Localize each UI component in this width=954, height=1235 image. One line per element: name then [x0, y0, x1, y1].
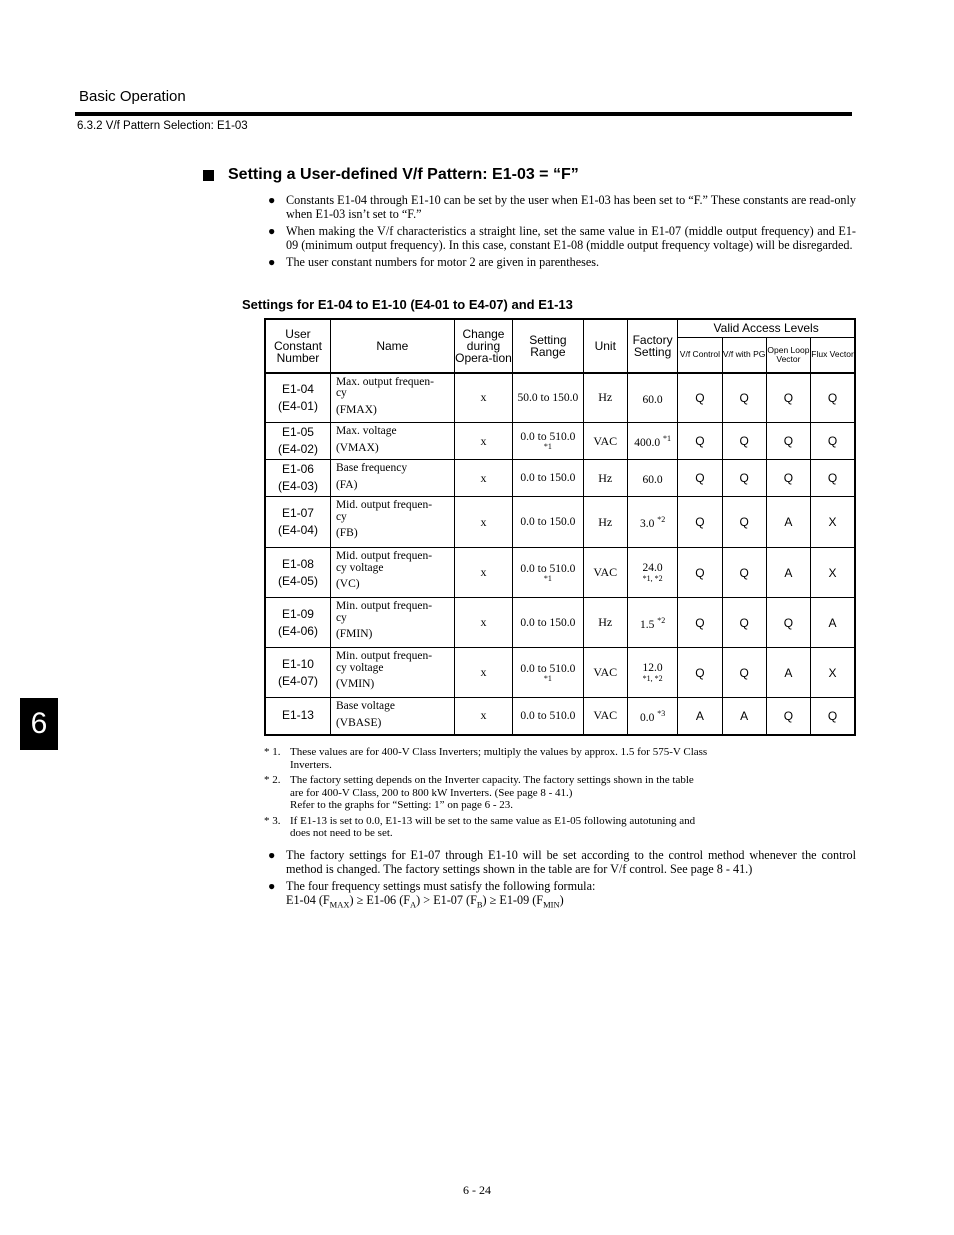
header-change-during-operation: Change during Opera-tion	[454, 319, 512, 373]
header-flux-vector: Flux Vector	[811, 337, 855, 373]
access-level-vf-cell: Q	[678, 373, 722, 423]
access-level-open-loop-cell: Q	[766, 598, 810, 648]
running-header-subtitle: 6.3.2 V/f Pattern Selection: E1-03	[77, 120, 248, 132]
access-level-flux-cell: X	[811, 497, 855, 548]
unit-cell: VAC	[583, 698, 627, 735]
bullet-dot-icon: ●	[268, 224, 276, 238]
constants-table	[264, 318, 856, 736]
constant-name-cell: Mid. output frequen- cy voltage (VC)	[330, 548, 454, 598]
list-item: ● When making the V/f characteristics a straight line, set the same value in E1-07 (middle output frequency) and E1-09 (minimum output frequency). In this case, constant E1-08 (middle output frequency voltage) will be disregarded.	[268, 224, 856, 252]
factory-setting-cell: 60.0	[627, 373, 677, 423]
access-level-flux-cell: Q	[811, 373, 855, 423]
access-level-open-loop-cell: A	[766, 548, 810, 598]
constant-number-cell: E1-10 (E4-07)	[265, 648, 330, 698]
setting-range-cell: 0.0 to 150.0	[513, 598, 583, 648]
bullet-dot-icon: ●	[268, 193, 276, 207]
access-level-open-loop-cell: A	[766, 497, 810, 548]
setting-range-cell: 0.0 to 510.0 *1	[513, 548, 583, 598]
constant-name-cell: Min. output frequen- cy voltage (VMIN)	[330, 648, 454, 698]
access-level-flux-cell: A	[811, 598, 855, 648]
access-level-vf-cell: Q	[678, 548, 722, 598]
section-title	[203, 166, 579, 184]
unit-cell: Hz	[583, 598, 627, 648]
constant-number-cell: E1-06 (E4-03)	[265, 460, 330, 497]
constant-number-cell: E1-07 (E4-04)	[265, 497, 330, 548]
factory-setting-cell: 3.0 $^{*2}$	[627, 497, 677, 548]
unit-cell: VAC	[583, 648, 627, 698]
access-level-vf-pg-cell: Q	[722, 460, 766, 497]
setting-range-cell: 0.0 to 150.0	[513, 460, 583, 497]
change-during-operation-cell: x	[454, 497, 512, 548]
unit-cell: Hz	[583, 497, 627, 548]
access-level-flux-cell: Q	[811, 460, 855, 497]
access-level-open-loop-cell: Q	[766, 423, 810, 460]
change-during-operation-cell: x	[454, 598, 512, 648]
access-level-vf-pg-cell: Q	[722, 598, 766, 648]
access-level-vf-cell: Q	[678, 497, 722, 548]
access-level-vf-cell: A	[678, 698, 722, 735]
bullet-dot-icon: ●	[268, 848, 276, 862]
header-open-loop-vector: Open Loop Vector	[766, 337, 810, 373]
list-item: ● The user constant numbers for motor 2 are given in parentheses.	[268, 255, 600, 269]
access-level-vf-pg-cell: Q	[722, 423, 766, 460]
unit-cell: VAC	[583, 423, 627, 460]
header-unit: Unit	[583, 319, 627, 373]
factory-setting-cell: 400.0 $^{*1}$	[627, 423, 677, 460]
constant-number-cell: E1-04 (E4-01)	[265, 373, 330, 423]
running-header-title: Basic Operation	[79, 88, 186, 105]
setting-range-cell: 0.0 to 510.0 *1	[513, 648, 583, 698]
footnote: * 3. If E1-13 is set to 0.0, E1-13 will be set to the same value as E1-05 following autotuning and does not need to be set.	[264, 814, 696, 839]
access-level-open-loop-cell: A	[766, 648, 810, 698]
access-level-open-loop-cell: Q	[766, 373, 810, 423]
factory-setting-cell: 0.0 $^{*3}$	[627, 698, 677, 735]
page-number: 6 - 24	[463, 1183, 491, 1197]
table-row	[265, 460, 855, 497]
frequency-formula: E1-04 $(F_{MAX}) \ge E1-06$ $(F_A) > E1-07$ $(F_B) \ge E1-09$ $(F_{MIN})$	[286, 892, 564, 909]
header-rule	[75, 112, 852, 116]
footnote: * 2. The factory setting depends on the Inverter capacity. The factory settings shown in the table are for 400-V Class, 200 to 800 kW Inverters. (See page 8 - 41.) Refer to the graphs for “Setting: 1” on page 6 - 23.	[264, 774, 694, 811]
table-row	[265, 373, 855, 423]
header-vf-with-pg: V/f with PG	[722, 337, 766, 373]
table-row	[265, 497, 855, 548]
table-row	[265, 598, 855, 648]
section-title-text: Setting a User-defined V/f Pattern: E1-03 = “F”	[228, 166, 579, 183]
change-during-operation-cell: x	[454, 698, 512, 735]
header-name: Name	[330, 319, 454, 373]
setting-range-cell: 50.0 to 150.0	[513, 373, 583, 423]
bullet-dot-icon: ●	[268, 879, 276, 893]
intro-bullet-list	[264, 194, 856, 274]
unit-cell: Hz	[583, 460, 627, 497]
header-factory-setting: Factory Setting	[627, 319, 677, 373]
bullet-dot-icon: ●	[268, 255, 276, 269]
constant-name-cell: Mid. output frequen- cy (FB)	[330, 497, 454, 548]
factory-setting-cell: 60.0	[627, 460, 677, 497]
constant-number-cell: E1-13	[265, 698, 330, 735]
table-row	[265, 548, 855, 598]
change-during-operation-cell: x	[454, 423, 512, 460]
access-level-vf-cell: Q	[678, 460, 722, 497]
constant-name-cell: Base frequency (FA)	[330, 460, 454, 497]
header-valid-access-levels: Valid Access Levels	[678, 319, 855, 337]
table-row	[265, 698, 855, 735]
constant-number-cell: E1-09 (E4-06)	[265, 598, 330, 648]
header-user-constant-number: User Constant Number	[265, 319, 330, 373]
access-level-open-loop-cell: Q	[766, 460, 810, 497]
constant-name-cell: Max. voltage (VMAX)	[330, 423, 454, 460]
setting-range-cell: 0.0 to 510.0 *1	[513, 423, 583, 460]
access-level-vf-pg-cell: Q	[722, 497, 766, 548]
table-row	[265, 423, 855, 460]
access-level-vf-pg-cell: A	[722, 698, 766, 735]
access-level-vf-pg-cell: Q	[722, 548, 766, 598]
list-item: ● The four frequency settings must satisfy the following formula: E1-04 $(F_{MAX}) \ge E1-06$ $(F_A) > E1-07$ $(F_B) \ge E1-09$ $(F_{MIN})$	[268, 879, 596, 909]
constant-name-cell: Base voltage (VBASE)	[330, 698, 454, 735]
factory-setting-cell: 1.5 $^{*2}$	[627, 598, 677, 648]
access-level-vf-cell: Q	[678, 648, 722, 698]
chapter-tab: 6	[20, 698, 58, 750]
constant-name-cell: Min. output frequen- cy (FMIN)	[330, 598, 454, 648]
factory-setting-cell: 24.0 *1, *2	[627, 548, 677, 598]
change-during-operation-cell: x	[454, 548, 512, 598]
unit-cell: VAC	[583, 548, 627, 598]
table-row	[265, 648, 855, 698]
list-item: ● The factory settings for E1-07 through E1-10 will be set according to the control method whenever the control method is changed. The factory settings shown in the table are for V/f control. See page 8 - 41.)	[268, 848, 856, 876]
access-level-vf-pg-cell: Q	[722, 373, 766, 423]
access-level-flux-cell: X	[811, 648, 855, 698]
setting-range-cell: 0.0 to 510.0	[513, 698, 583, 735]
access-level-flux-cell: Q	[811, 698, 855, 735]
closing-bullet-list	[264, 849, 856, 915]
access-level-flux-cell: Q	[811, 423, 855, 460]
header-setting-range: Setting Range	[513, 319, 583, 373]
factory-setting-cell: 12.0 *1, *2	[627, 648, 677, 698]
constant-number-cell: E1-08 (E4-05)	[265, 548, 330, 598]
change-during-operation-cell: x	[454, 373, 512, 423]
access-level-open-loop-cell: Q	[766, 698, 810, 735]
constant-number-cell: E1-05 (E4-02)	[265, 423, 330, 460]
square-bullet-icon	[203, 170, 214, 181]
access-level-vf-cell: Q	[678, 598, 722, 648]
change-during-operation-cell: x	[454, 460, 512, 497]
access-level-vf-pg-cell: Q	[722, 648, 766, 698]
table-footnotes	[264, 746, 754, 843]
setting-range-cell: 0.0 to 150.0	[513, 497, 583, 548]
access-level-vf-cell: Q	[678, 423, 722, 460]
list-item: ● Constants E1-04 through E1-10 can be set by the user when E1-03 has been set to “F.” These constants are read-only when E1-03 isn’t set to “F.”	[268, 193, 856, 221]
header-vf-control: V/f Control	[678, 337, 722, 373]
constant-name-cell: Max. output frequen- cy (FMAX)	[330, 373, 454, 423]
change-during-operation-cell: x	[454, 648, 512, 698]
access-level-flux-cell: X	[811, 548, 855, 598]
table-title: Settings for E1-04 to E1-10 (E4-01 to E4-07) and E1-13	[242, 297, 573, 312]
footnote: * 1. These values are for 400-V Class Inverters; multiply the values by approx. 1.5 for 575-V Class Inverters.	[264, 746, 708, 771]
unit-cell: Hz	[583, 373, 627, 423]
